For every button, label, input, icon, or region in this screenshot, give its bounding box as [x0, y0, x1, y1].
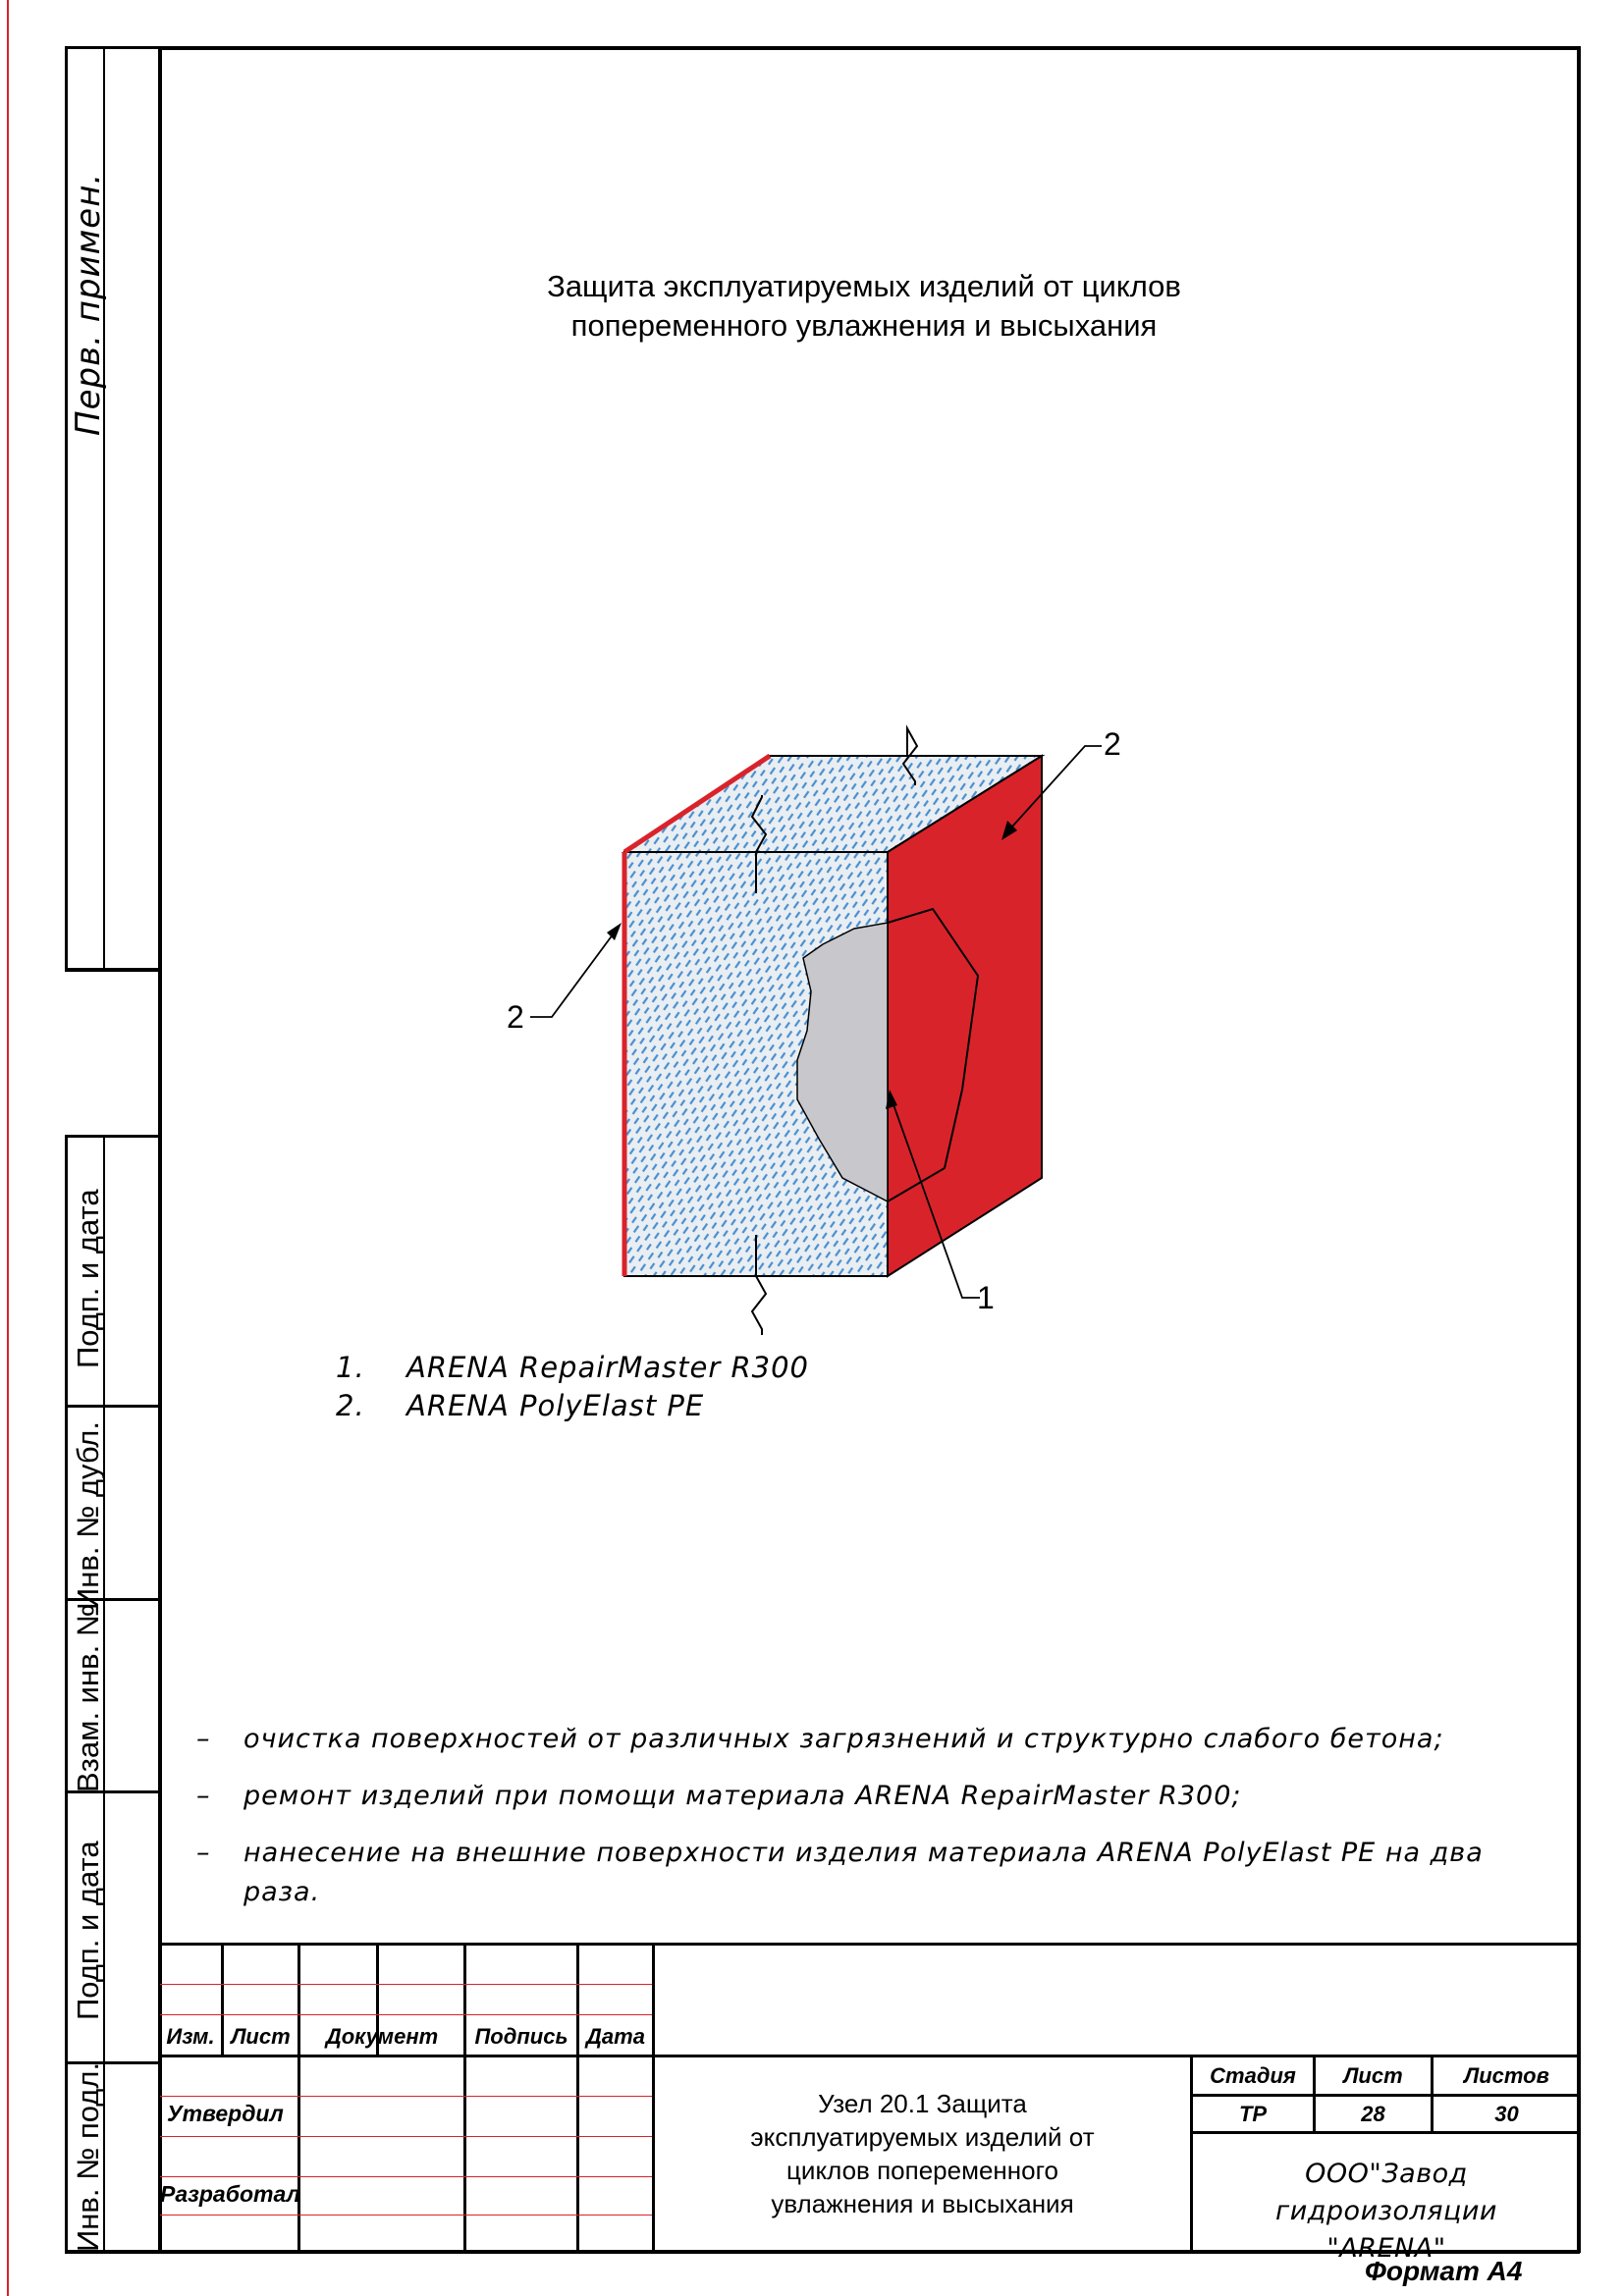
tb-sheet-value: 28 [1361, 2101, 1385, 2126]
legend-text: ARENA PolyElast PE [406, 1389, 705, 1422]
tb-row-red-5 [160, 2176, 652, 2177]
tb-desc-line-4: увлажнения и высыхания [771, 2189, 1074, 2218]
tb-row-red-6 [160, 2215, 652, 2216]
drawing-title-line-2: попеременного увлажнения и высыхания [570, 308, 1158, 343]
leader-2-left-arrow [607, 923, 622, 940]
tb-row-red-2 [160, 2014, 652, 2015]
tb-company [1193, 2156, 1580, 2268]
tb-row-red-3 [160, 2096, 652, 2097]
tb-header-data: Дата [586, 2024, 645, 2049]
note-text: нанесение на внешние поверхности изделия материала ARENA PolyElast PE на два [243, 1838, 1484, 1868]
label-inv-dubl: Инв. № дубл. [71, 1421, 105, 1610]
tb-stage-value: ТР [1238, 2101, 1268, 2126]
note-3 [196, 1838, 1484, 1868]
tb-top [160, 1943, 1580, 1946]
tb-h-stage-val [1190, 2131, 1580, 2134]
callout-2-right: 2 [1104, 726, 1121, 762]
note-dash: – [196, 1724, 211, 1754]
label-vzam-inv: Взам. инв. № [71, 1603, 105, 1792]
tb-sheets-header: Листов [1464, 2062, 1549, 2088]
legend-item-2 [336, 1389, 704, 1422]
legend-text: ARENA RepairMaster R300 [406, 1351, 809, 1384]
note-text: очистка поверхностей от различных загрязнений и структурно слабого бетона; [243, 1724, 1444, 1754]
callout-1: 1 [977, 1280, 995, 1315]
tb-company-line-1: ООО"Завод гидроизоляции [1275, 2159, 1497, 2226]
legend-num: 1. [336, 1351, 365, 1384]
tb-header-list: Лист [231, 2024, 291, 2049]
tb-description [655, 2087, 1190, 2220]
legend-num: 2. [336, 1389, 365, 1422]
label-inv-podl: Инв. № подл. [71, 2061, 105, 2252]
tb-sheet-header: Лист [1343, 2062, 1403, 2088]
note-1 [196, 1724, 1444, 1754]
tb-header-izm: Изм. [166, 2024, 215, 2049]
drawing-title-line-1: Защита эксплуатируемых изделий от циклов [547, 269, 1181, 303]
tb-role-razrabotal: Разработал [160, 2181, 300, 2207]
tb-company-line-2: "ARENA" [1326, 2233, 1446, 2264]
tb-header-podpis: Подпись [474, 2024, 568, 2049]
note-2 [196, 1781, 1242, 1811]
note-text: ремонт изделий при помощи материала ARENA RepairMaster R300; [243, 1781, 1242, 1811]
label-podp-data-1: Подп. и дата [71, 1189, 105, 1368]
tb-desc-line-1: Узел 20.1 Защита [818, 2089, 1027, 2118]
label-podp-data-2: Подп. и дата [71, 1841, 105, 2020]
tb-role-utverdil: Утвердил [167, 2101, 284, 2126]
tb-row-red-4 [160, 2136, 652, 2137]
legend-item-1 [336, 1351, 809, 1384]
tb-desc-line-3: циклов попеременного [786, 2156, 1058, 2185]
note-3-continuation: раза. [243, 1877, 321, 1907]
note-dash: – [196, 1781, 211, 1811]
tb-header-dokument: Документ [325, 2024, 439, 2049]
tb-row-red-1 [160, 1984, 652, 1985]
tb-desc-line-2: эксплуатируемых изделий от [750, 2122, 1095, 2152]
leader-2-left [530, 927, 619, 1017]
tb-v-podpis [463, 1943, 466, 2253]
callout-2-left: 2 [507, 999, 524, 1035]
note-dash: – [196, 1838, 211, 1868]
tb-stage-header: Стадия [1210, 2062, 1296, 2088]
format-label: Формат А4 [1365, 2256, 1523, 2286]
tb-sheets-value: 30 [1494, 2101, 1519, 2126]
label-perv-primen: Перв. примен. [69, 172, 108, 436]
tb-v-data [576, 1943, 579, 2253]
